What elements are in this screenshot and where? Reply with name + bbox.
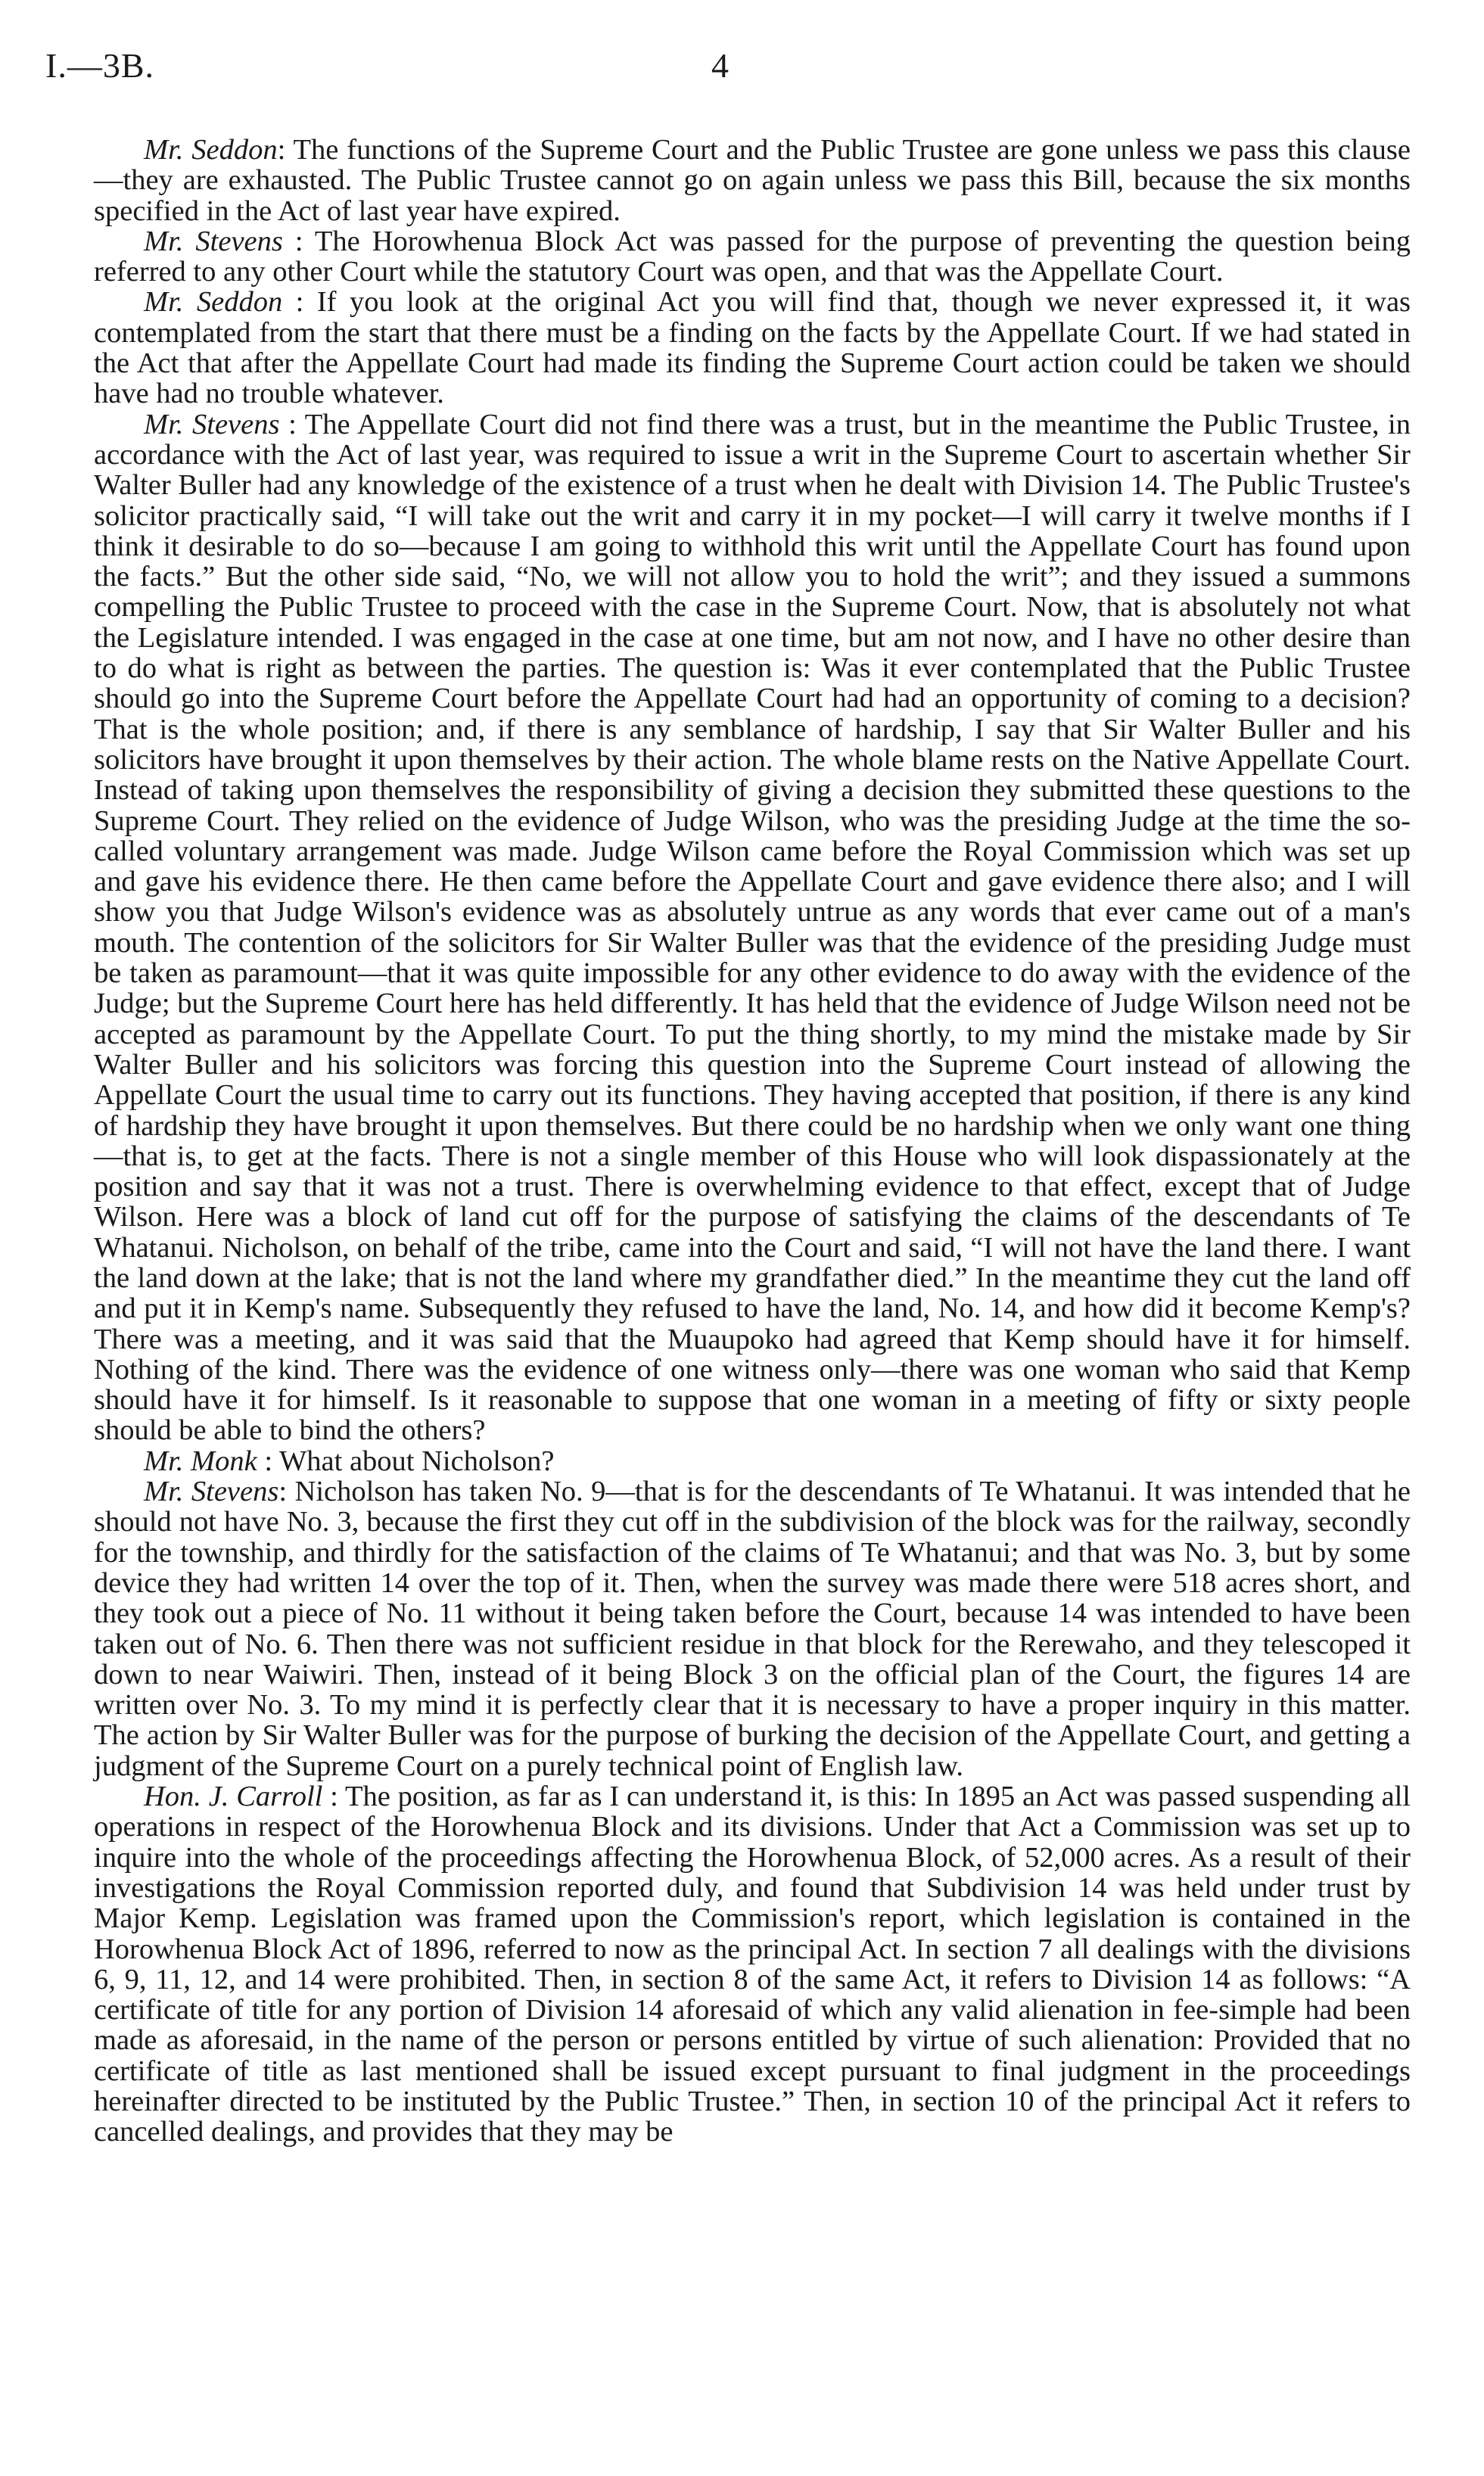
speech-text: If you look at the original Act you will find that, though we never expressed it, it was contemplated from the start that there must be a finding on the facts by the Appellate Court. If we had stated in the Act that after the Appellate Court had made its finding the Supreme Court action could be taken we should have had no trouble whatever. [94, 286, 1411, 410]
speaker-separator: : [277, 134, 286, 166]
speech-text: The Appellate Court did not find there was a trust, but in the meantime the Public Trustee, in accordance with the Act of last year, was required to issue a writ in the Supreme Court to ascertain whether Sir Walter Buller had any knowledge of the existence of a trust when he dealt with Division 14. The Public Trustee's solicitor practically said, “I will take out the writ and carry it in my pocket—I will carry it twelve months if I think it desirable to do so—because I am going to withhold this writ until the Appellate Court has found upon the facts.” But the other side said, “No, we will not allow you to hold the writ”; and they issued a summons compelling the Public Trustee to proceed with the case in the Supreme Court. Now, that is absolutely not what the Legislature intended. I was engaged in the case at one time, but am not now, and I have no other desire than to do what is right as between the parties. The question is: Was it ever contemplated that the Public Trustee should go into the Supreme Court before the Appellate Court had had an opportunity of coming to a decision? That is the whole position; and, if there is any semblance of hardship, I say that Sir Walter Buller and his solicitors have brought it upon themselves by their action. The whole blame rests on the Native Appellate Court. Instead of taking upon themselves the responsibility of giving a decision they submitted these questions to the Supreme Court. They relied on the evidence of Judge Wilson, who was the presiding Judge at the time the so-called voluntary arrangement was made. Judge Wilson came before the Royal Commission which was set up and gave his evidence there. He then came before the Appellate Court and gave evidence there also; and I will show you that Judge Wilson's evidence was as absolutely untrue as any words that ever came out of a man's mouth. The contention of the solicitors for Sir Walter Buller was that the evidence of the presiding Judge must be taken as paramount—that it was quite impossible for any other evidence to do away with the evidence of the Judge; but the Supreme Court here has held differently. It has held that the evidence of Judge Wilson need not be accepted as paramount by the Appellate Court. To put the thing shortly, to my mind the mistake made by Sir Walter Buller and his solicitors was forcing this question into the Supreme Court instead of allowing the Appellate Court the usual time to carry out its functions. They having accepted that position, if there is any kind of hardship they have brought it upon themselves. But there could be no hardship when we only want one thing—that is, to get at the facts. There is not a single member of this House who will look dispassionately at the position and say that it was not a trust. There is overwhelming evidence to that effect, except that of Judge Wilson. Here was a block of land cut off for the purpose of satisfying the claims of the descendants of Te Whatanui. Nicholson, on behalf of the tribe, came into the Court and said, “I will not have the land there. I want the land down at the lake; that is not the land where my grandfather died.” In the meantime they cut the land off and put it in Kemp's name. Subsequently they refused to have the land, No. 14, and how did it become Kemp's? There was a meeting, and it was said that the Muaupoko had agreed that Kemp should have it for himself. Nothing of the kind. There was the evidence of one witness only—there was one woman who said that Kemp should have it for himself. Is it reasonable to suppose that one woman in a meeting of fifty or sixty people should be able to bind the others? [94, 408, 1411, 1447]
speech-paragraph [94, 1446, 1411, 1476]
speech-text: The functions of the Supreme Court and the Public Trustee are gone unless we pass this clause—they are exhausted. The Public Trustee cannot go on again unless we pass this Bill, because the six months specified in the Act of last year have expired. [94, 134, 1411, 227]
speaker-name: Mr. Stevens [144, 1476, 279, 1508]
speech-paragraph [94, 135, 1411, 226]
speaker-name: Mr. Monk [144, 1445, 257, 1477]
speaker-name: Mr. Stevens [144, 225, 283, 257]
speaker-separator: : [279, 408, 297, 440]
speaker-separator: : [278, 1476, 288, 1508]
speech-text: The Horowhenua Block Act was passed for the purpose of preventing the question being referred to any other Court while the statutory Court was open, and that was the Appellate Court. [94, 225, 1411, 288]
document-reference: I.—3B. [45, 46, 154, 85]
speech-paragraph [94, 226, 1411, 288]
speaker-name: Mr. Stevens [144, 408, 280, 440]
speaker-name: Hon. J. Carroll [144, 1781, 323, 1813]
speaker-separator: : [322, 1781, 338, 1813]
speech-text: The position, as far as I can understand it, is this: In 1895 an Act was passed suspending all operations in respect of the Horowhenua Block and its divisions. Under that Act a Commission was set up to inquire into the whole of the proceedings affecting the Horowhenua Block, of 52,000 acres. As a result of their investigations the Royal Commission reported duly, and found that Subdivision 14 was held under trust by Major Kemp. Legislation was framed upon the Commission's report, which legislation is contained in the Horowhenua Block Act of 1896, referred to now as the principal Act. In section 7 all dealings with the divisions 6, 9, 11, 12, and 14 were prohibited. Then, in section 8 of the same Act, it refers to Division 14 as follows: “A certificate of title for any portion of Division 14 aforesaid of which any valid alienation in fee-simple had been made as aforesaid, in the name of the person or persons entitled by virtue of such alienation: Provided that no certificate of title as last mentioned shall be issued except pursuant to final judgment in the proceedings hereinafter directed to be instituted by the Public Trustee.” Then, in section 10 of the principal Act it refers to cancelled dealings, and provides that they may be [94, 1781, 1411, 2148]
hansard-body [94, 135, 1411, 2148]
page-header [45, 45, 1408, 98]
speech-text: Nicholson has taken No. 9—that is for the descendants of Te Whatanui. It was intended that he should not have No. 3, because the first they cut off in the subdivision of the block was for the railway, secondly for the township, and thirdly for the satisfaction of the claims of Te Whatanui; and that was No. 3, but by some device they had written 14 over the top of it. Then, when the survey was made there were 518 acres short, and they took out a piece of No. 11 without it being taken before the Court, because 14 was intended to have been taken out of No. 6. Then there was not sufficient residue in that block for the Rerewaho, and they telescoped it down to near Waiwiri. Then, instead of it being Block 3 on the official plan of the Court, the figures 14 are written over No. 3. To my mind it is perfectly clear that it is necessary to have a proper inquiry in this matter. The action by Sir Walter Buller was for the purpose of burking the decision of the Appellate Court, and getting a judgment of the Supreme Court on a purely technical point of English law. [94, 1476, 1411, 1782]
speaker-name: Mr. Seddon [144, 286, 283, 319]
speech-paragraph [94, 1781, 1411, 2148]
speech-paragraph [94, 287, 1411, 409]
page-number: 4 [711, 46, 729, 85]
speaker-separator: : [282, 225, 303, 257]
speaker-separator: : [257, 1445, 273, 1477]
speech-text: What about Nicholson? [272, 1445, 555, 1477]
speech-paragraph [94, 409, 1411, 1446]
speech-paragraph [94, 1476, 1411, 1781]
speaker-separator: : [282, 286, 304, 319]
speaker-name: Mr. Seddon [144, 134, 278, 166]
